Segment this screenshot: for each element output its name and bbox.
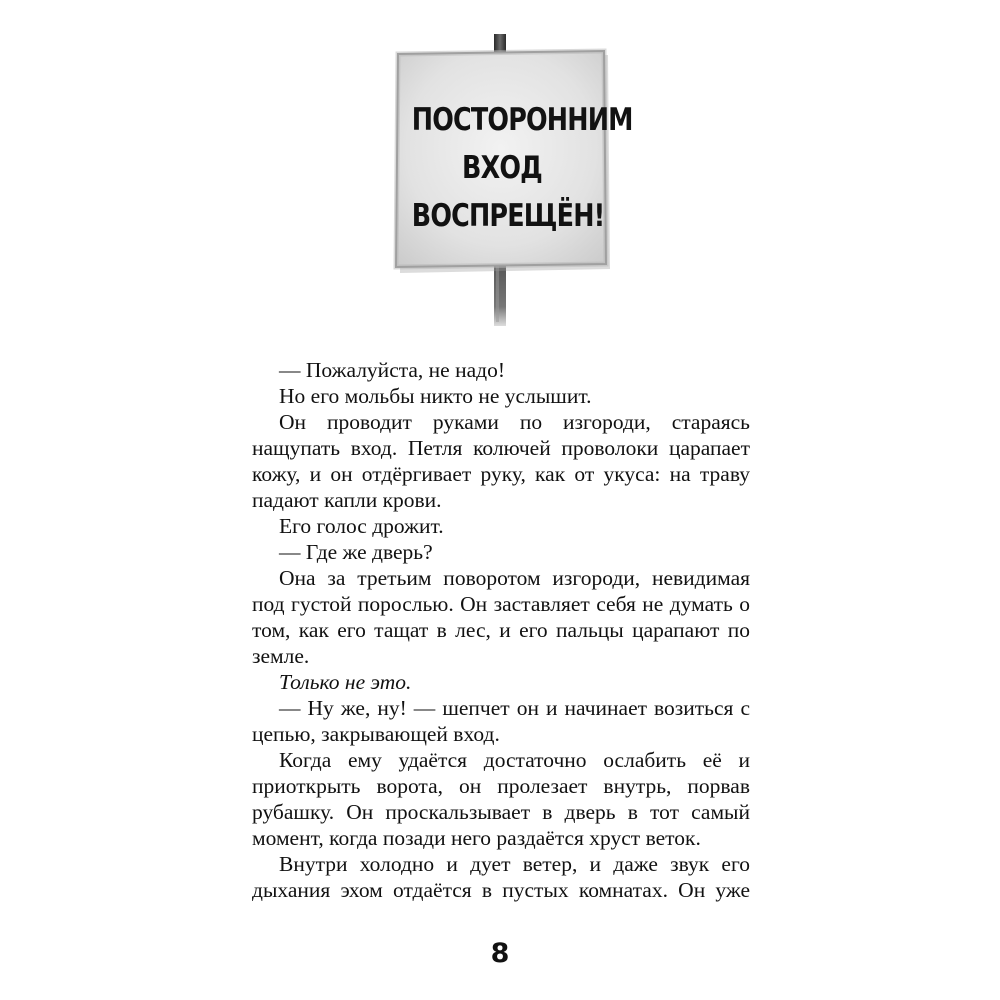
body-text — [252, 357, 750, 903]
paragraph-9: Когда ему удаётся достаточно ослабить её и приоткрыть ворота, он пролезает внутрь, порвав рубашку. Он проскальзывает в дверь в тот самый момент, когда позади него раздаётся хруст веток. — [252, 748, 750, 850]
warning-sign — [392, 34, 633, 334]
sign-line-3: ВОСПРЕЩЁН! — [411, 198, 605, 234]
paragraph-4: Его голос дрожит. — [279, 514, 444, 538]
sign-text — [411, 96, 633, 240]
paragraph-5: — Где же дверь? — [279, 540, 433, 564]
sign-line-1: ПОСТОРОННИМ — [411, 102, 633, 138]
page-number: 8 — [490, 938, 510, 969]
paragraph-10: Внутри холодно и дует ветер, и даже звук его дыхания эхом отдаётся в пустых комнатах. Он уже — [252, 852, 750, 902]
paragraph-1: — Пожалуйста, не надо! — [279, 358, 506, 382]
paragraph-2: Но его мольбы никто не услышит. — [279, 384, 592, 408]
paragraph-3: Он проводит руками по изгороди, стараясь нащупать вход. Петля колючей проволоки царапает кожу, и он отдёргивает руку, как от укуса: на траву падают капли крови. — [252, 410, 750, 512]
sign-line-2: ВХОД — [462, 150, 542, 186]
paragraph-6: Она за третьим поворотом изгороди, невидимая под густой порослью. Он заставляет себя не думать о том, как его тащат в лес, и его пальцы царапают по земле. — [252, 566, 750, 668]
paragraph-7: Только не это. — [279, 670, 412, 694]
paragraph-8: — Ну же, ну! — шепчет он и начинает возиться с цепью, закрывающей вход. — [252, 696, 750, 746]
